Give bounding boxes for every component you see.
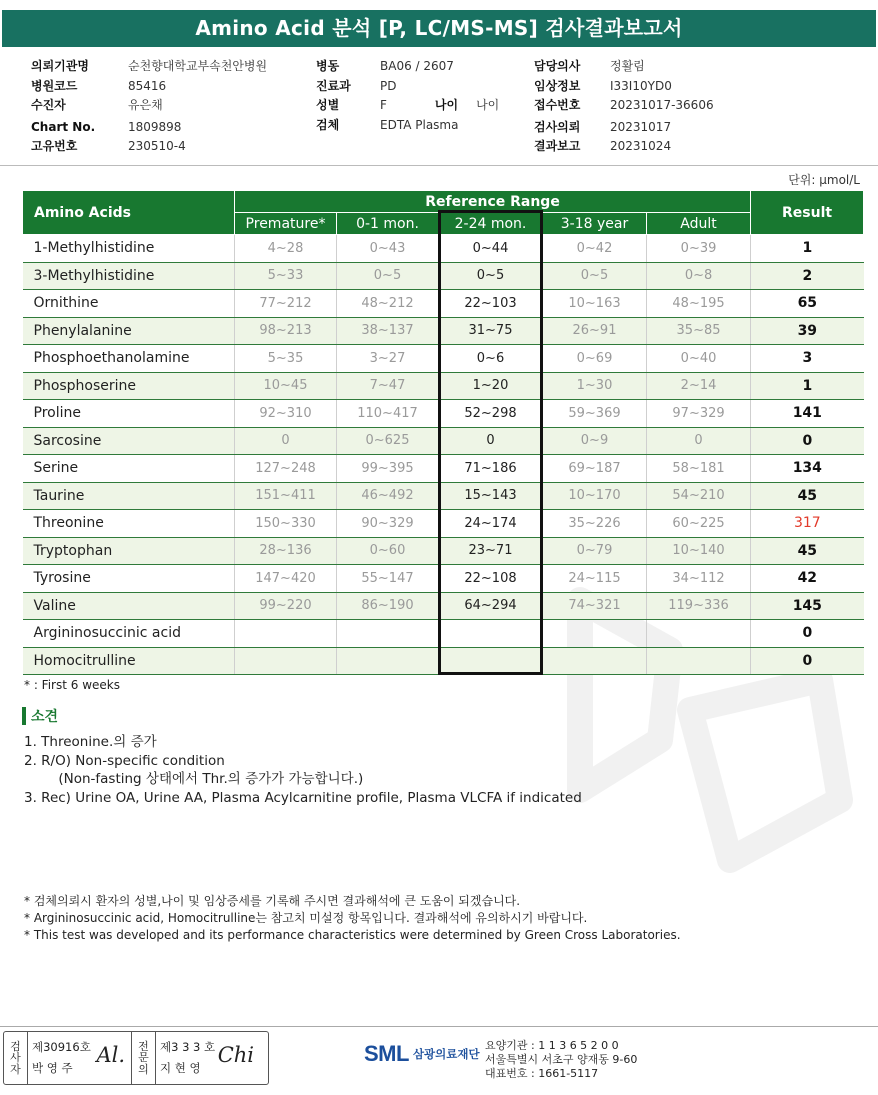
reference-value: 1~30 (543, 372, 647, 400)
info-label: 고유번호 (31, 139, 78, 153)
reference-value: 34~112 (647, 565, 751, 593)
findings-heading (22, 706, 58, 726)
amino-acid-name: 3-Methylhistidine (23, 262, 235, 290)
result-value: 317 (751, 510, 864, 538)
info-row (316, 96, 499, 116)
reference-value: 28~136 (235, 537, 337, 565)
examiner-label: 검 사 자 (4, 1032, 28, 1084)
reference-value: 0~60 (337, 537, 439, 565)
table-row (23, 592, 864, 620)
org-info-line: 대표번호 : 1661-5117 (485, 1067, 599, 1080)
info-row (534, 77, 714, 97)
info-row (534, 118, 714, 138)
reference-value: 0 (235, 427, 337, 455)
reference-value: 0~8 (647, 262, 751, 290)
reference-value (235, 620, 337, 648)
header-ref-1: 0-1 mon. (337, 213, 439, 235)
reference-value: 54~210 (647, 482, 751, 510)
reference-value: 5~33 (235, 262, 337, 290)
result-value: 145 (751, 592, 864, 620)
amino-acid-name: Tryptophan (23, 537, 235, 565)
reference-value: 86~190 (337, 592, 439, 620)
reference-value: 35~226 (543, 510, 647, 538)
amino-acid-name: Ornithine (23, 290, 235, 318)
reference-value: 0 (647, 427, 751, 455)
org-info-line: 서울특별시 서초구 양재동 9-60 (485, 1053, 638, 1066)
reference-value (337, 620, 439, 648)
reference-value: 22~103 (439, 290, 543, 318)
reference-value: 98~213 (235, 317, 337, 345)
info-label: 진료과 (316, 78, 351, 93)
table-row (23, 620, 864, 648)
reference-value: 0~40 (647, 345, 751, 373)
amino-acid-name: Phenylalanine (23, 317, 235, 345)
reference-value: 38~137 (337, 317, 439, 345)
table-row (23, 482, 864, 510)
reference-value (439, 647, 543, 675)
reference-value: 92~310 (235, 400, 337, 428)
table-row (23, 537, 864, 565)
reference-value: 4~28 (235, 235, 337, 263)
reference-value (337, 647, 439, 675)
table-row (23, 647, 864, 675)
header-ref-4: Adult (647, 213, 751, 235)
reference-value: 23~71 (439, 537, 543, 565)
table-row (23, 290, 864, 318)
info-value: BA06 / 2607 (380, 59, 454, 73)
amino-acid-name: Taurine (23, 482, 235, 510)
header-ref-0: Premature* (235, 213, 337, 235)
header-reference-range: Reference Range (235, 191, 751, 213)
info-age-value: 나이 (476, 98, 500, 112)
reference-value: 55~147 (337, 565, 439, 593)
info-value: 정활림 (610, 59, 645, 73)
reference-value (235, 647, 337, 675)
reference-value: 69~187 (543, 455, 647, 483)
info-value: I33I10YD0 (610, 78, 672, 93)
result-value: 0 (751, 427, 864, 455)
amino-acid-name: Homocitrulline (23, 647, 235, 675)
reference-value: 10~140 (647, 537, 751, 565)
reference-value: 110~417 (337, 400, 439, 428)
report-title: Amino Acid 분석 [P, LC/MS-MS] 검사결과보고서 (2, 10, 876, 47)
table-row (23, 455, 864, 483)
header-ref-3: 3-18 year (543, 213, 647, 235)
info-label: 검사의뢰 (534, 119, 581, 134)
reference-value: 99~220 (235, 592, 337, 620)
table-row (23, 372, 864, 400)
reference-value: 147~420 (235, 565, 337, 593)
examiner-name: 박 영 주 (32, 1061, 73, 1075)
table-row (23, 400, 864, 428)
info-row (316, 57, 499, 77)
sml-foundation-name: 삼광의료재단 (412, 1047, 480, 1061)
findings-list (24, 733, 582, 807)
result-value: 39 (751, 317, 864, 345)
info-value: EDTA Plasma (380, 117, 459, 132)
info-value: 20231017-36606 (610, 98, 714, 112)
signature-box (3, 1031, 269, 1085)
premature-footnote: * : First 6 weeks (24, 678, 120, 692)
result-value: 1 (751, 372, 864, 400)
reference-value (543, 620, 647, 648)
findings-heading-text: 소견 (31, 709, 59, 725)
reference-value: 0~42 (543, 235, 647, 263)
reference-value: 127~248 (235, 455, 337, 483)
result-value: 2 (751, 262, 864, 290)
reference-value: 59~369 (543, 400, 647, 428)
finding-line: 1. Threonine.의 증가 (24, 734, 157, 750)
reference-value: 7~47 (337, 372, 439, 400)
reference-value: 2~14 (647, 372, 751, 400)
reference-value: 77~212 (235, 290, 337, 318)
reference-value: 10~163 (543, 290, 647, 318)
reference-value: 0~6 (439, 345, 543, 373)
reference-value (439, 620, 543, 648)
heading-bar (22, 707, 26, 725)
info-label: 병동 (316, 59, 340, 73)
amino-acid-name: Proline (23, 400, 235, 428)
note-line: * This test was developed and its performance characteristics were determined by Green Cross Laboratories. (24, 928, 681, 942)
reference-value (647, 647, 751, 675)
header-amino-acids: Amino Acids (23, 191, 235, 235)
info-row (316, 116, 499, 136)
amino-acid-name: Phosphoserine (23, 372, 235, 400)
reference-value: 0~625 (337, 427, 439, 455)
result-value: 0 (751, 647, 864, 675)
result-value: 0 (751, 620, 864, 648)
reference-value: 90~329 (337, 510, 439, 538)
info-row (534, 96, 714, 116)
reference-value: 10~45 (235, 372, 337, 400)
info-label: 수진자 (31, 98, 66, 112)
amino-acid-name: Serine (23, 455, 235, 483)
result-value: 3 (751, 345, 864, 373)
sml-logo-mark: SML (364, 1041, 409, 1066)
amino-acid-name: Phosphoethanolamine (23, 345, 235, 373)
info-column-1 (31, 57, 267, 157)
finding-line: (Non-fasting 상태에서 Thr.의 증가가 가능합니다.) (24, 771, 364, 787)
reference-value: 0~5 (337, 262, 439, 290)
reference-value: 5~35 (235, 345, 337, 373)
specialist-cell (156, 1032, 260, 1084)
reference-value: 0~5 (439, 262, 543, 290)
specialist-label: 전 문 의 (132, 1032, 156, 1084)
unit-label: 단위: μmol/L (788, 173, 860, 187)
reference-value: 0~43 (337, 235, 439, 263)
info-row (534, 57, 714, 77)
info-label: Chart No. (31, 119, 96, 134)
examiner-cell (28, 1032, 132, 1084)
info-value: 유은채 (128, 98, 163, 112)
reference-value: 31~75 (439, 317, 543, 345)
info-value: 1809898 (128, 119, 182, 134)
footer-divider (0, 1026, 878, 1027)
note-line: * 검체의뢰시 환자의 성별,나이 및 임상증세를 기록해 주시면 결과해석에 큰 도움이 되겠습니다. (24, 894, 521, 908)
reference-value: 58~181 (647, 455, 751, 483)
amino-acid-name: Threonine (23, 510, 235, 538)
examiner-signature: Al. (96, 1043, 125, 1067)
reference-value: 97~329 (647, 400, 751, 428)
reference-value: 15~143 (439, 482, 543, 510)
info-label: 병원코드 (31, 78, 78, 93)
table-row (23, 317, 864, 345)
amino-acid-name: Sarcosine (23, 427, 235, 455)
amino-acid-name: Tyrosine (23, 565, 235, 593)
info-value: 85416 (128, 78, 167, 93)
reference-value: 24~174 (439, 510, 543, 538)
info-row (31, 96, 267, 116)
result-value: 45 (751, 537, 864, 565)
reference-value: 0~39 (647, 235, 751, 263)
reference-value: 0~79 (543, 537, 647, 565)
info-value: F (380, 98, 387, 112)
table-row (23, 262, 864, 290)
info-row (31, 118, 267, 138)
reference-value (543, 647, 647, 675)
info-row (316, 77, 499, 97)
amino-acid-name: Argininosuccinic acid (23, 620, 235, 648)
reference-value: 52~298 (439, 400, 543, 428)
reference-value: 119~336 (647, 592, 751, 620)
info-label: 결과보고 (534, 139, 581, 153)
specialist-name: 지 현 영 (160, 1061, 201, 1075)
info-row (31, 57, 267, 77)
reference-value: 3~27 (337, 345, 439, 373)
reference-value: 35~85 (647, 317, 751, 345)
reference-value: 64~294 (439, 592, 543, 620)
reference-value: 0~9 (543, 427, 647, 455)
info-label: 담당의사 (534, 59, 581, 73)
finding-line: 2. R/O) Non-specific condition (24, 752, 225, 769)
header-result: Result (751, 191, 864, 235)
reference-value: 48~212 (337, 290, 439, 318)
info-label: 접수번호 (534, 98, 581, 112)
specialist-signature: Chi (217, 1043, 254, 1067)
info-value: PD (380, 78, 397, 93)
table-row (23, 510, 864, 538)
info-row (534, 137, 714, 157)
sml-logo (364, 1041, 480, 1067)
table-row (23, 427, 864, 455)
result-value: 42 (751, 565, 864, 593)
reference-value: 26~91 (543, 317, 647, 345)
info-label: 의뢰기관명 (31, 59, 89, 73)
reference-value: 0~69 (543, 345, 647, 373)
table-row (23, 235, 864, 263)
info-value: 20231024 (610, 139, 672, 153)
finding-line: 3. Rec) Urine OA, Urine AA, Plasma Acylcarnitine profile, Plasma VLCFA if indicated (24, 789, 582, 806)
org-info (485, 1039, 637, 1081)
result-value: 1 (751, 235, 864, 263)
reference-value: 1~20 (439, 372, 543, 400)
result-value: 45 (751, 482, 864, 510)
reference-value: 0~44 (439, 235, 543, 263)
info-label: 검체 (316, 117, 340, 132)
reference-value: 24~115 (543, 565, 647, 593)
reference-value: 48~195 (647, 290, 751, 318)
reference-value: 99~395 (337, 455, 439, 483)
result-value: 65 (751, 290, 864, 318)
info-value: 230510-4 (128, 139, 186, 153)
header-ref-2: 2-24 mon. (439, 213, 543, 235)
reference-value: 46~492 (337, 482, 439, 510)
reference-value: 71~186 (439, 455, 543, 483)
note-line: * Argininosuccinic acid, Homocitrulline는 참고치 미설정 항목입니다. 결과해석에 유의하시기 바랍니다. (24, 911, 588, 925)
info-row (31, 77, 267, 97)
result-value: 141 (751, 400, 864, 428)
info-age-label: 나이 (434, 98, 459, 112)
notes (24, 893, 681, 944)
table-row (23, 565, 864, 593)
org-info-line: 요양기관 : 1 1 3 6 5 2 0 0 (485, 1039, 619, 1052)
reference-value: 74~321 (543, 592, 647, 620)
reference-value (647, 620, 751, 648)
info-column-2 (316, 57, 499, 135)
info-label: 성별 (316, 98, 340, 112)
amino-acid-table (22, 190, 864, 675)
reference-value: 60~225 (647, 510, 751, 538)
amino-acid-name: Valine (23, 592, 235, 620)
examiner-license: 제30916호 (32, 1040, 91, 1054)
reference-value: 150~330 (235, 510, 337, 538)
info-value: 순천향대학교부속천안병원 (128, 59, 268, 73)
reference-value: 10~170 (543, 482, 647, 510)
reference-value: 0 (439, 427, 543, 455)
reference-value: 0~5 (543, 262, 647, 290)
reference-value: 22~108 (439, 565, 543, 593)
reference-value: 151~411 (235, 482, 337, 510)
specialist-license: 제3 3 3 호 (160, 1040, 216, 1054)
info-value: 20231017 (610, 119, 672, 134)
info-column-3 (534, 57, 714, 157)
info-label: 임상정보 (534, 78, 581, 93)
result-value: 134 (751, 455, 864, 483)
info-row (31, 137, 267, 157)
divider (0, 165, 878, 166)
amino-acid-name: 1-Methylhistidine (23, 235, 235, 263)
table-row (23, 345, 864, 373)
